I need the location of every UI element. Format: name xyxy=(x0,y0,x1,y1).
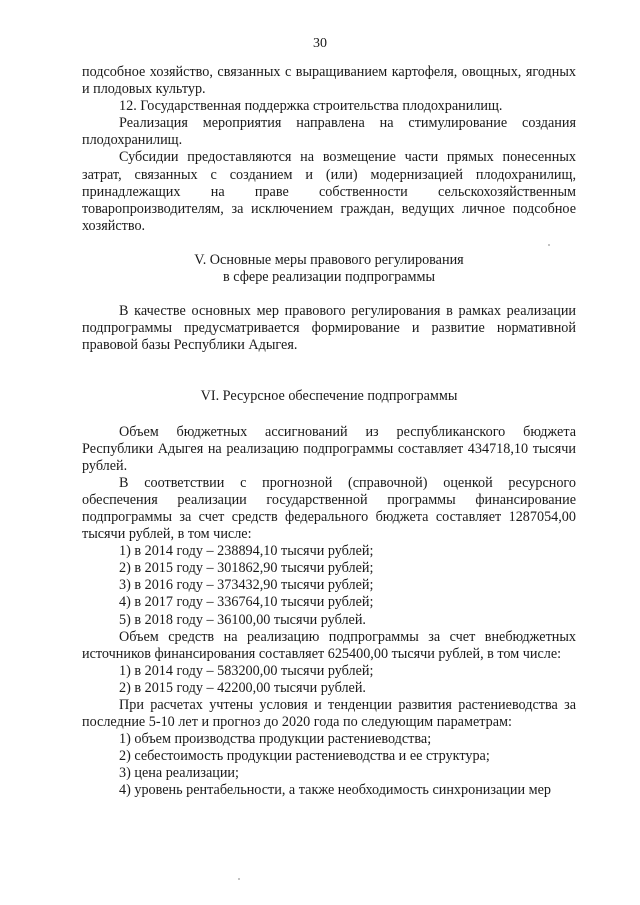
list-item-federal-2016: 3) в 2016 году – 373432,90 тысячи рублей; xyxy=(119,577,374,594)
document-body xyxy=(82,64,576,800)
section-5-title-line-2: в сфере реализации подпрограммы xyxy=(222,269,435,286)
list-item-federal-2015: 2) в 2015 году – 301862,90 тысячи рублей; xyxy=(119,560,374,577)
list-item-calc-1: 1) объем производства продукции растениеводства; xyxy=(119,731,432,748)
list-item-federal-2017: 4) в 2017 году – 336764,10 тысячи рублей; xyxy=(119,594,374,611)
spacer xyxy=(82,354,576,388)
list-item-calc-4: 4) уровень рентабельности, а также необходимость синхронизации мер xyxy=(119,782,551,799)
paragraph-item-12: 12. Государственная поддержка строительства плодохранилищ. xyxy=(119,98,503,115)
paragraph-extrabudget: Объем средств на реализацию подпрограммы за счет внебюджетных источников финансирования составляет 625400,00 тысячи рублей, в том числе: xyxy=(82,628,576,662)
list-item-calc-3: 3) цена реализации; xyxy=(119,765,239,782)
list-item-federal-2014: 1) в 2014 году – 238894,10 тысячи рублей; xyxy=(119,543,374,560)
page-number: 30 xyxy=(313,36,327,51)
scan-speck xyxy=(548,244,550,246)
paragraph-item-12-goal: Реализация мероприятия направлена на стимулирование создания плодохранилищ. xyxy=(82,115,576,149)
scan-speck xyxy=(238,878,240,880)
list-item-extrabudget-2015: 2) в 2015 году – 42200,00 тысячи рублей. xyxy=(119,679,366,696)
paragraph-budget: Объем бюджетных ассигнований из республиканского бюджета Республики Адыгея на реализацию подпрограммы составляет 434718,10 тысячи рублей. xyxy=(82,423,576,474)
list-item-federal-2018: 5) в 2018 году – 36100,00 тысячи рублей. xyxy=(119,611,366,628)
list-item-extrabudget-2014: 1) в 2014 году – 583200,00 тысячи рублей; xyxy=(119,662,374,679)
paragraph-calculation: При расчетах учтены условия и тенденции развития растениеводства за последние 5-10 лет и прогноз до 2020 года по следующим параметрам: xyxy=(82,697,576,731)
spacer xyxy=(82,406,576,424)
paragraph-intro-end: подсобное хозяйство, связанных с выращиванием картофеля, овощных, ягодных и плодовых культур. xyxy=(82,64,576,98)
section-5-title-line-1: V. Основные меры правового регулирования xyxy=(194,251,464,268)
paragraph-federal: В соответствии с прогнозной (справочной) оценкой ресурсного обеспечения реализации государственной программы финансирование подпрограммы за счет средств федерального бюджета составляет 1287054,00 тысячи рублей, в том числе: xyxy=(82,474,576,543)
paragraph-subsidies: Субсидии предоставляются на возмещение части прямых понесенных затрат, связанных с созданием и (или) модернизацией плодохранилищ, принадлежащих на праве собственности сельскохозяйственным товаропроизводителям, за исключением граждан, ведущих личное подсобное хозяйство. xyxy=(82,149,576,234)
spacer xyxy=(82,286,576,303)
list-item-calc-2: 2) себестоимость продукции растениеводства и ее структура; xyxy=(119,748,490,765)
section-6-title: VI. Ресурсное обеспечение подпрограммы xyxy=(200,388,458,405)
section-5-paragraph: В качестве основных мер правового регулирования в рамках реализации подпрограммы предусматривается формирование и развитие нормативной правовой базы Республики Адыгея. xyxy=(82,303,576,354)
spacer xyxy=(82,235,576,252)
